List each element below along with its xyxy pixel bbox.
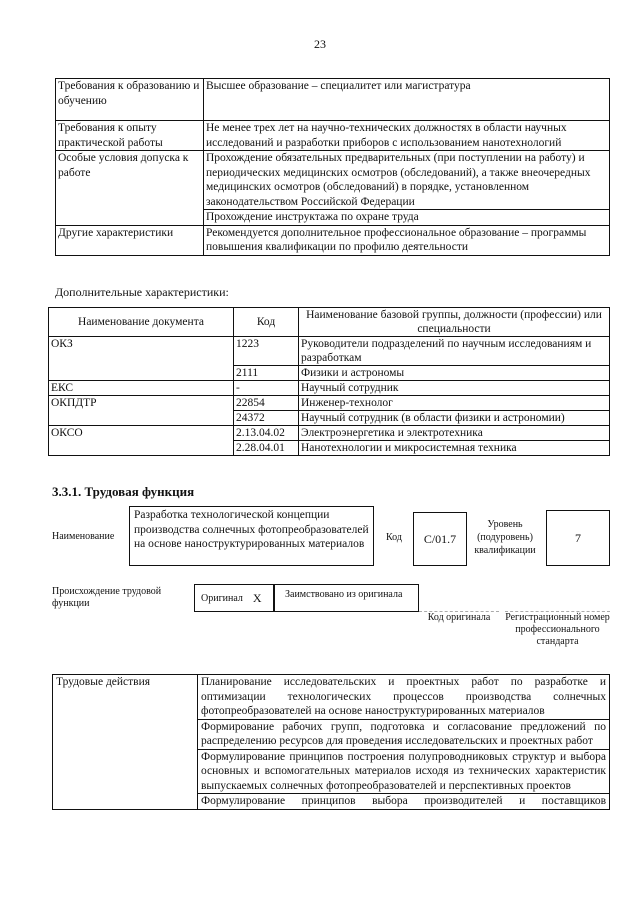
table-row — [49, 426, 610, 441]
cell-code: 1223 — [234, 337, 299, 366]
cell-code: 24372 — [234, 411, 299, 426]
additional-title: Дополнительные характеристики: — [55, 285, 229, 299]
table-row — [56, 79, 610, 121]
requirement-label: Особые условия допуска к работе — [56, 151, 204, 226]
origin-borrowed-cell — [274, 584, 419, 612]
table-row — [56, 225, 610, 255]
cell-name: Электроэнергетика и электротехника — [299, 426, 610, 441]
function-name-box — [129, 506, 374, 566]
requirement-label: Другие характеристики — [56, 225, 204, 255]
cell-name: Руководители подразделений по научным исследованиям и разработкам — [299, 337, 610, 366]
page-number: 23 — [314, 37, 326, 51]
origin-code-caption: Код оригинала — [427, 612, 491, 623]
cell-name: Нанотехнологии и микросистемная техника — [299, 441, 610, 456]
requirement-value: Рекомендуется дополнительное профессиональное образование – программы повышения квалификации по профилю деятельности — [204, 225, 610, 255]
cell-code: 2111 — [234, 366, 299, 381]
cell-code: 22854 — [234, 396, 299, 411]
cell-code: 2.28.04.01 — [234, 441, 299, 456]
origin-label: Происхождение трудовой функции — [52, 586, 162, 609]
origin-borrowed-label: Заимствовано из оригинала — [285, 589, 403, 600]
action-item: Формулирование принципов выбора производителей и поставщиков — [198, 794, 610, 810]
table-row — [53, 675, 610, 720]
origin-original-cell — [194, 584, 274, 612]
qualification-level-label: Уровень (подуровень) квалификации — [474, 519, 536, 556]
actions-label: Трудовые действия — [53, 675, 198, 810]
action-item: Формулирование принципов построения полупроводниковых структур и выбора основных и вспомогательных материалов исходя из технических характеристик выпускаемых солнечных фотопреобразователей и перспективных проектов — [198, 749, 610, 794]
cell-name: Научный сотрудник (в области физики и астрономии) — [299, 411, 610, 426]
requirements-table — [55, 78, 610, 256]
requirement-value: Высшее образование – специалитет или магистратура — [204, 79, 610, 121]
requirement-label: Требования к опыту практической работы — [56, 121, 204, 151]
table-row — [56, 151, 610, 226]
function-code-label: Код — [386, 532, 402, 543]
cell-doc: ОКПДТР — [49, 396, 234, 426]
cell-code: 2.13.04.02 — [234, 426, 299, 441]
cell-name: Инженер-технолог — [299, 396, 610, 411]
table-row — [49, 396, 610, 411]
header-code: Код — [234, 308, 299, 337]
action-item: Планирование исследовательских и проектных работ по разработке и оптимизации технологических процессов производства солнечных фотопреобразователей на основе наноструктурированных материалов — [198, 675, 610, 720]
table-row — [49, 337, 610, 366]
cell-code: - — [234, 381, 299, 396]
additional-table — [48, 307, 610, 456]
table-row — [56, 121, 610, 151]
function-code-value: C/01.7 — [423, 531, 457, 546]
table-row — [49, 381, 610, 396]
cell-name: Научный сотрудник — [299, 381, 610, 396]
qualification-level-box — [546, 510, 610, 566]
header-name: Наименование базовой группы, должности (профессии) или специальности — [299, 308, 610, 337]
cell-name: Физики и астрономы — [299, 366, 610, 381]
origin-original-label: Оригинал — [201, 592, 243, 604]
cell-doc: ОКЗ — [49, 337, 234, 381]
qualification-level-value: 7 — [575, 530, 581, 545]
origin-reg-caption: Регистрационный номер профессионального стандарта — [505, 612, 610, 647]
requirement-value: Не менее трех лет на научно-технических должностях в области научных исследований и разработки приборов с использованием нанотехнологий — [204, 121, 610, 151]
cell-doc: ЕКС — [49, 381, 234, 396]
action-item: Формирование рабочих групп, подготовка и согласование предложений по распределению ресурсов для проведения исследовательских и проектных работ — [198, 719, 610, 749]
function-name-value: Разработка технологической концепции производства солнечных фотопреобразователей на основе наноструктурированных материалов — [134, 509, 369, 550]
requirement-label: Требования к образованию и обучению — [56, 79, 204, 121]
cell-doc: ОКСО — [49, 426, 234, 456]
section-title: 3.3.1. Трудовая функция — [52, 484, 195, 499]
function-code-box — [413, 512, 467, 566]
header-doc: Наименование документа — [49, 308, 234, 337]
origin-original-mark: X — [252, 590, 262, 605]
labor-actions-table — [52, 674, 610, 810]
function-name-label: Наименование — [52, 531, 115, 542]
table-header-row — [49, 308, 610, 337]
requirement-value: Прохождение обязательных предварительных (при поступлении на работу) и периодических медицинских осмотров (обследований), а также внеочередных медицинских осмотров (обследований) в порядке, установленном законодательством Российской Федерации Прохождение инструктажа по охране труда — [204, 151, 610, 226]
